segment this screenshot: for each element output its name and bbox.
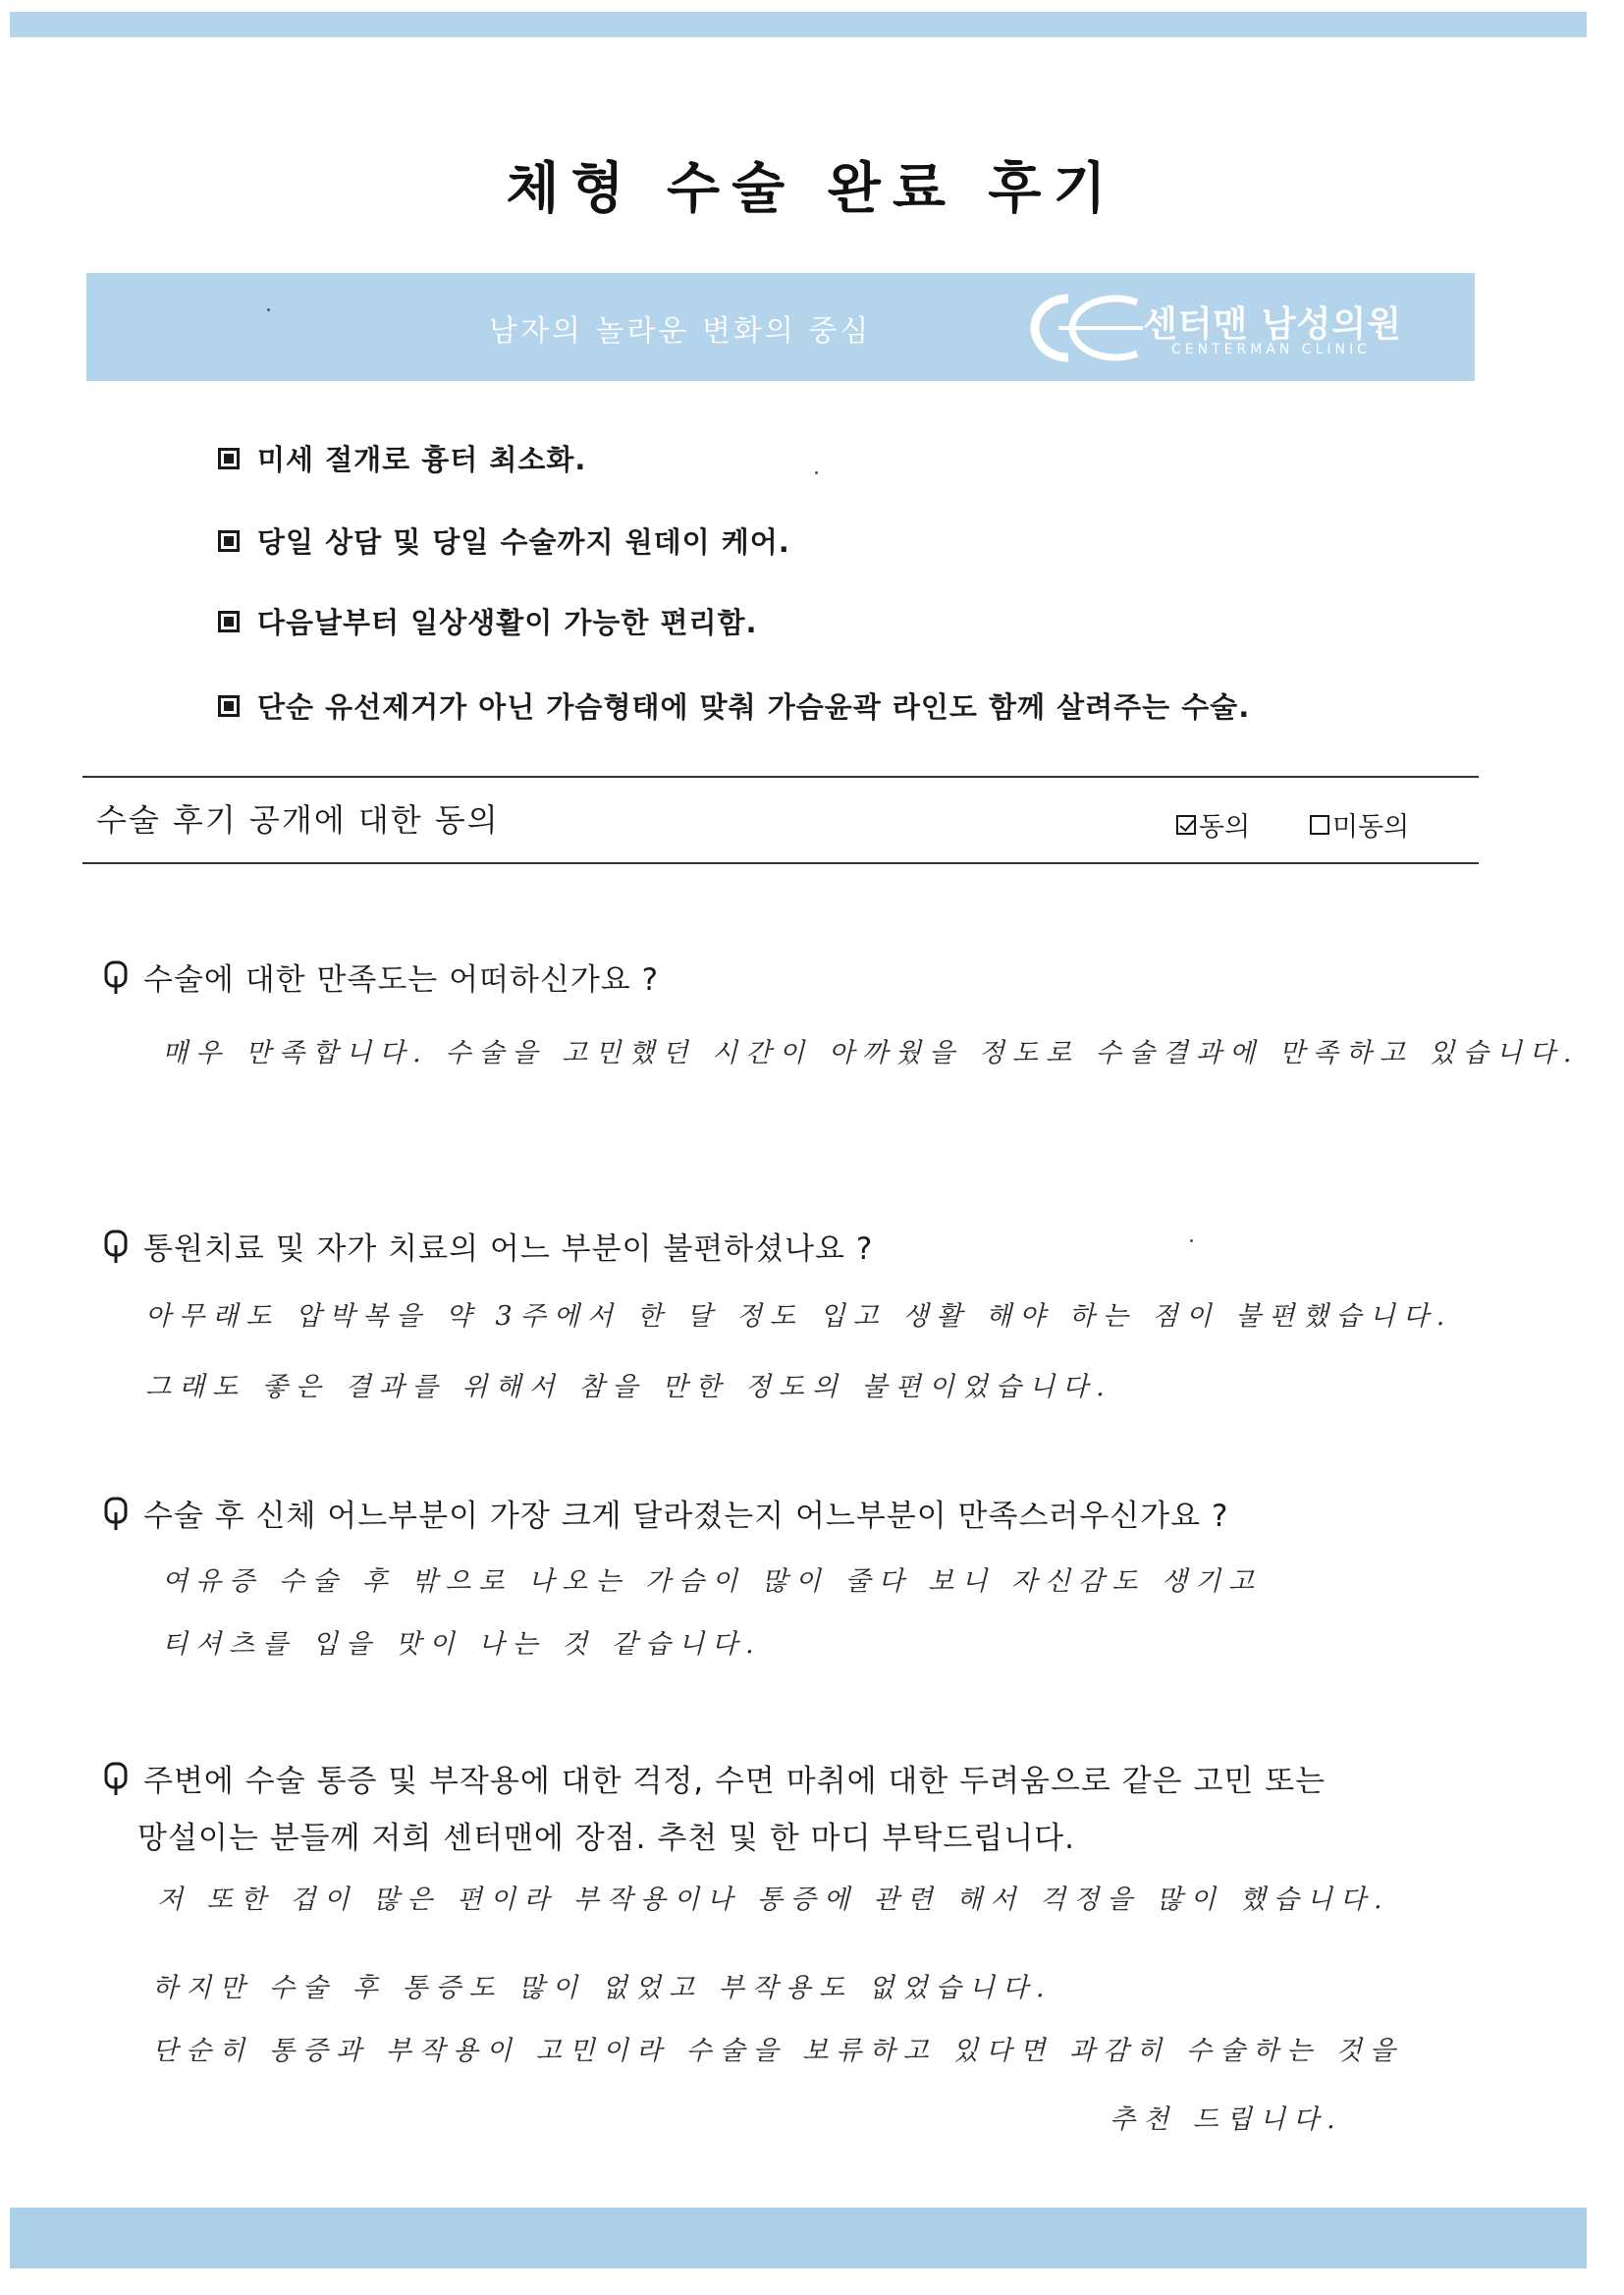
centerman-logo-icon — [1000, 289, 1147, 367]
question-1 — [102, 955, 659, 999]
handwritten-answer-line: 추천 드립니다. — [1110, 2104, 1343, 2135]
feature-item — [218, 601, 758, 641]
consent-label: 수술 후기 공개에 대한 동의 — [96, 801, 500, 839]
handwritten-answer-line: 그래도 좋은 결과를 위해서 참을 만한 정도의 불편이었습니다. — [145, 1372, 1112, 1402]
handwritten-answer-line: 단순히 통증과 부작용이 고민이라 수술을 보류하고 있다면 과감히 수술하는 것을 — [152, 2036, 1403, 2066]
logo-clinic-name: 센터맨 남성의원 — [1143, 304, 1402, 345]
handwritten-answer-line: 아무래도 압박복을 약 3주에서 한 달 정도 입고 생활 해야 하는 점이 불편했습니다. — [145, 1301, 1453, 1332]
consent-disagree-option[interactable] — [1310, 805, 1409, 844]
top-color-band — [10, 12, 1587, 37]
checked-checkbox-icon[interactable] — [1176, 815, 1196, 835]
clinic-logo — [1000, 289, 1432, 367]
consent-disagree-label: 미동의 — [1332, 812, 1410, 843]
consent-agree-label: 동의 — [1199, 812, 1251, 843]
feature-text: 당일 상담 및 당일 수술까지 원데이 케어. — [257, 525, 790, 559]
scan-speck — [1190, 1239, 1193, 1242]
question-q-icon — [102, 958, 132, 996]
handwritten-answer-line: 하지만 수술 후 통증도 많이 없었고 부작용도 없었습니다. — [152, 1973, 1053, 2003]
filled-square-bullet-icon — [218, 695, 240, 717]
feature-item — [218, 438, 586, 478]
feature-text: 미세 절개로 흉터 최소화. — [257, 443, 587, 476]
scan-speck — [815, 471, 818, 474]
divider-line — [82, 862, 1479, 864]
consent-agree-option[interactable] — [1176, 805, 1250, 844]
filled-square-bullet-icon — [218, 448, 240, 469]
handwritten-answer-line: 티셔츠를 입을 맛이 나는 것 같습니다. — [162, 1629, 762, 1660]
feature-item — [218, 520, 790, 561]
question-text: 통원치료 및 자가 치료의 어느 부분이 불편하셨나요 ? — [143, 1231, 874, 1267]
question-q-icon — [102, 1760, 132, 1797]
question-text: 수술에 대한 만족도는 어떠하신가요 ? — [143, 962, 660, 998]
handwritten-answer-line: 매우 만족합니다. 수술을 고민했던 시간이 아까웠을 정도로 수술결과에 만족하고 있습니다. — [162, 1038, 1580, 1068]
logo-english-name: CENTERMAN CLINIC — [1171, 342, 1371, 357]
bottom-color-band — [10, 2208, 1587, 2268]
handwritten-answer-line: 여유증 수술 후 밖으로 나오는 가슴이 많이 줄다 보니 자신감도 생기고 — [162, 1566, 1263, 1597]
empty-checkbox-icon[interactable] — [1310, 815, 1329, 835]
question-text: 수술 후 신체 어느부분이 가장 크게 달라졌는지 어느부분이 만족스러우신가요 ? — [143, 1499, 1229, 1534]
question-4 — [102, 1756, 1326, 1800]
filled-square-bullet-icon — [218, 611, 240, 632]
question-text: 주변에 수술 통증 및 부작용에 대한 걱정, 수면 마취에 대한 두려움으로 같은 고민 또는 — [143, 1764, 1326, 1799]
banner-slogan: 남자의 놀라운 변화의 중심 — [489, 314, 872, 349]
page-title: 체형 수술 완료 후기 — [506, 157, 1118, 221]
question-3 — [102, 1491, 1228, 1535]
divider-line — [82, 776, 1479, 778]
feature-text: 단순 유선제거가 아닌 가슴형태에 맞춰 가슴윤곽 라인도 함께 살려주는 수술. — [257, 690, 1251, 724]
question-text-continued: 망설이는 분들께 저희 센터맨에 장점. 추천 및 한 마디 부탁드립니다. — [137, 1821, 1075, 1856]
question-2 — [102, 1224, 873, 1268]
filled-square-bullet-icon — [218, 530, 240, 552]
feature-text: 다음날부터 일상생활이 가능한 편리함. — [257, 606, 758, 639]
scan-speck — [267, 308, 270, 311]
question-q-icon — [102, 1495, 132, 1532]
handwritten-answer-line: 저 또한 겁이 많은 편이라 부작용이나 통증에 관련 해서 걱정을 많이 했습니다. — [157, 1885, 1390, 1915]
question-q-icon — [102, 1228, 132, 1265]
feature-item — [218, 685, 1250, 726]
clinic-banner — [86, 273, 1475, 381]
